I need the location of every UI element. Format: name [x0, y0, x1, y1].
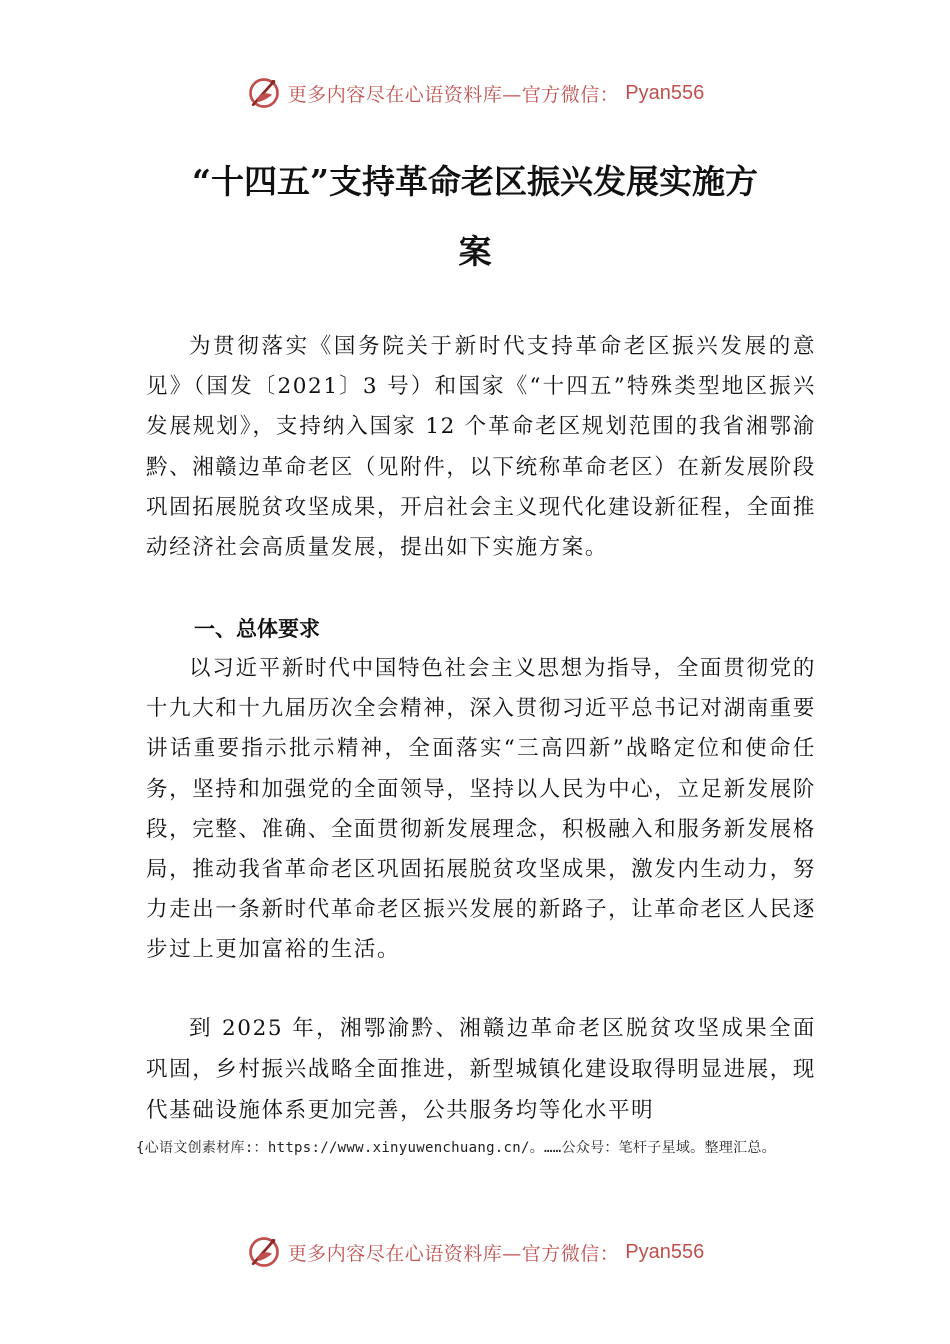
brush-circle-icon	[246, 1234, 282, 1270]
watermark-wechat-id: Pyan556	[625, 81, 705, 104]
intro-paragraph: 为贯彻落实《国务院关于新时代支持革命老区振兴发展的意见》（国发〔2021〕3 号）和国家《“十四五”特殊类型地区振兴发展规划》，支持纳入国家 12 个革命老区规划范围的我省湘鄂渝黔、湘赣边革命老区（见附件，以下统称革命老区）在新发展阶段巩固拓展脱贫攻坚成果，开启社会主义现代化建设新征程，全面推动经济社会高质量发展，提出如下实施方案。	[146, 334, 816, 561]
guideline-paragraph: 以习近平新时代中国特色社会主义思想为指导，全面贯彻党的十九大和十九届历次全会精神，深入贯彻习近平总书记对湖南重要讲话重要指示批示精神，全面落实“三高四新”战略定位和使命任务，坚持和加强党的全面领导，坚持以人民为中心，立足新发展阶段，完整、准确、全面贯彻新发展理念，积极融入和服务新发展格局，推动我省革命老区巩固拓展脱贫攻坚成果，激发内生动力，努力走出一条新时代革命老区振兴发展的新路子，让革命老区人民逐步过上更加富裕的生活。	[146, 656, 816, 963]
watermark-header	[0, 73, 950, 113]
source-footnote: {心语文创素材库:：https://www.xinyuwenchuang.cn/。……公众号：笔杆子星域。整理汇总。	[136, 1140, 776, 1156]
watermark-wechat-id: Pyan556	[625, 1240, 705, 1263]
document-title-line1: “十四五”支持革命老区振兴发展实施方	[192, 162, 758, 201]
watermark-text: 更多内容尽在心语资料库—官方微信：	[287, 83, 620, 106]
goals-paragraph: 到 2025 年，湘鄂渝黔、湘赣边革命老区脱贫攻坚成果全面巩固，乡村振兴战略全面推进，新型城镇化建设取得明显进展，现代基础设施体系更加完善，公共服务均等化水平明	[146, 1016, 816, 1123]
document-title-line2: 案	[458, 232, 492, 271]
section-heading: 一、总体要求	[194, 617, 320, 641]
watermark-footer	[0, 1232, 950, 1272]
watermark-text: 更多内容尽在心语资料库—官方微信：	[287, 1242, 620, 1265]
brush-circle-icon	[246, 75, 282, 111]
